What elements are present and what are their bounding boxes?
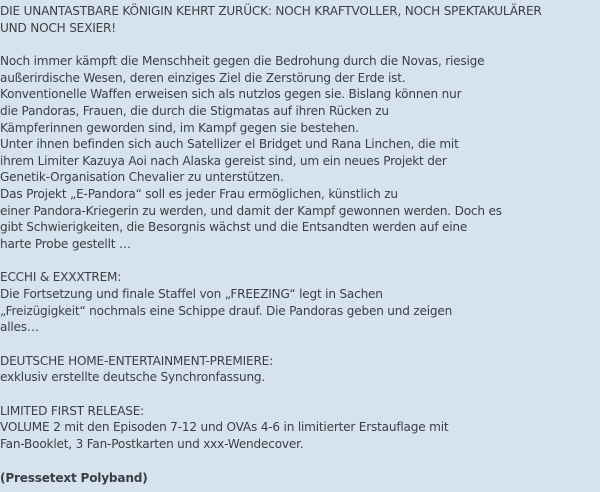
synopsis-line: Kämpferinnen geworden sind, im Kampf gegen sie bestehen. <box>0 120 359 135</box>
synopsis-line: einer Pandora-Kriegerin zu werden, und damit der Kampf gewonnen werden. Doch es <box>0 203 502 218</box>
ecchi-paragraph <box>0 269 600 335</box>
paragraph-gap <box>0 453 600 470</box>
premiere-heading: DEUTSCHE HOME-ENTERTAINMENT-PREMIERE: <box>0 353 273 368</box>
headline <box>0 3 600 36</box>
synopsis-line: außerirdische Wesen, deren einziges Ziel die Zerstörung der Erde ist. <box>0 70 406 85</box>
ecchi-line: Die Fortsetzung und finale Staffel von „FREEZING“ legt in Sachen <box>0 286 383 301</box>
release-line: Fan-Booklet, 3 Fan-Postkarten und xxx-Wendecover. <box>0 437 304 452</box>
press-credit <box>0 470 600 487</box>
headline-line: DIE UNANTASTBARE KÖNIGIN KEHRT ZURÜCK: NOCH KRAFTVOLLER, NOCH SPEKTAKULÄRER <box>0 4 542 18</box>
synopsis-line: Noch immer kämpft die Menschheit gegen die Bedrohung durch die Novas, riesige <box>0 54 485 69</box>
synopsis-line: Genetik-Organisation Chevalier zu unterstützen. <box>0 170 284 185</box>
synopsis-line: gibt Schwierigkeiten, die Besorgnis wächst und die Entsandten werden auf eine <box>0 220 468 235</box>
synopsis-line: harte Probe gestellt … <box>0 236 131 251</box>
release-paragraph <box>0 403 600 453</box>
headline-line: UND NOCH SEXIER! <box>0 20 116 35</box>
synopsis-line: Unter ihnen befinden sich auch Satellizer el Bridget und Rana Linchen, die mit <box>0 137 459 152</box>
paragraph-gap <box>0 36 600 53</box>
release-heading: LIMITED FIRST RELEASE: <box>0 403 145 418</box>
ecchi-heading: ECCHI & EXXXTREM: <box>0 270 122 285</box>
ecchi-line: alles… <box>0 320 39 335</box>
ecchi-line: „Freizügigkeit“ nochmals eine Schippe drauf. Die Pandoras geben und zeigen <box>0 303 453 318</box>
premiere-line: exklusiv erstellte deutsche Synchronfassung. <box>0 370 266 385</box>
paragraph-gap <box>0 252 600 269</box>
press-credit-text: (Pressetext Polyband) <box>0 470 148 485</box>
premiere-paragraph <box>0 353 600 386</box>
paragraph-gap <box>0 386 600 403</box>
synopsis-line: Konventionelle Waffen erweisen sich als nutzlos gegen sie. Bislang können nur <box>0 87 462 102</box>
release-line: VOLUME 2 mit den Episoden 7-12 und OVAs 4-6 in limitierter Erstauflage mit <box>0 420 449 435</box>
paragraph-gap <box>0 336 600 353</box>
synopsis-paragraph <box>0 53 600 252</box>
synopsis-line: die Pandoras, Frauen, die durch die Stigmatas auf ihren Rücken zu <box>0 103 389 118</box>
synopsis-line: Das Projekt „E-Pandora“ soll es jeder Frau ermöglichen, künstlich zu <box>0 186 398 201</box>
synopsis-line: ihrem Limiter Kazuya Aoi nach Alaska gereist sind, um ein neues Projekt der <box>0 153 447 168</box>
